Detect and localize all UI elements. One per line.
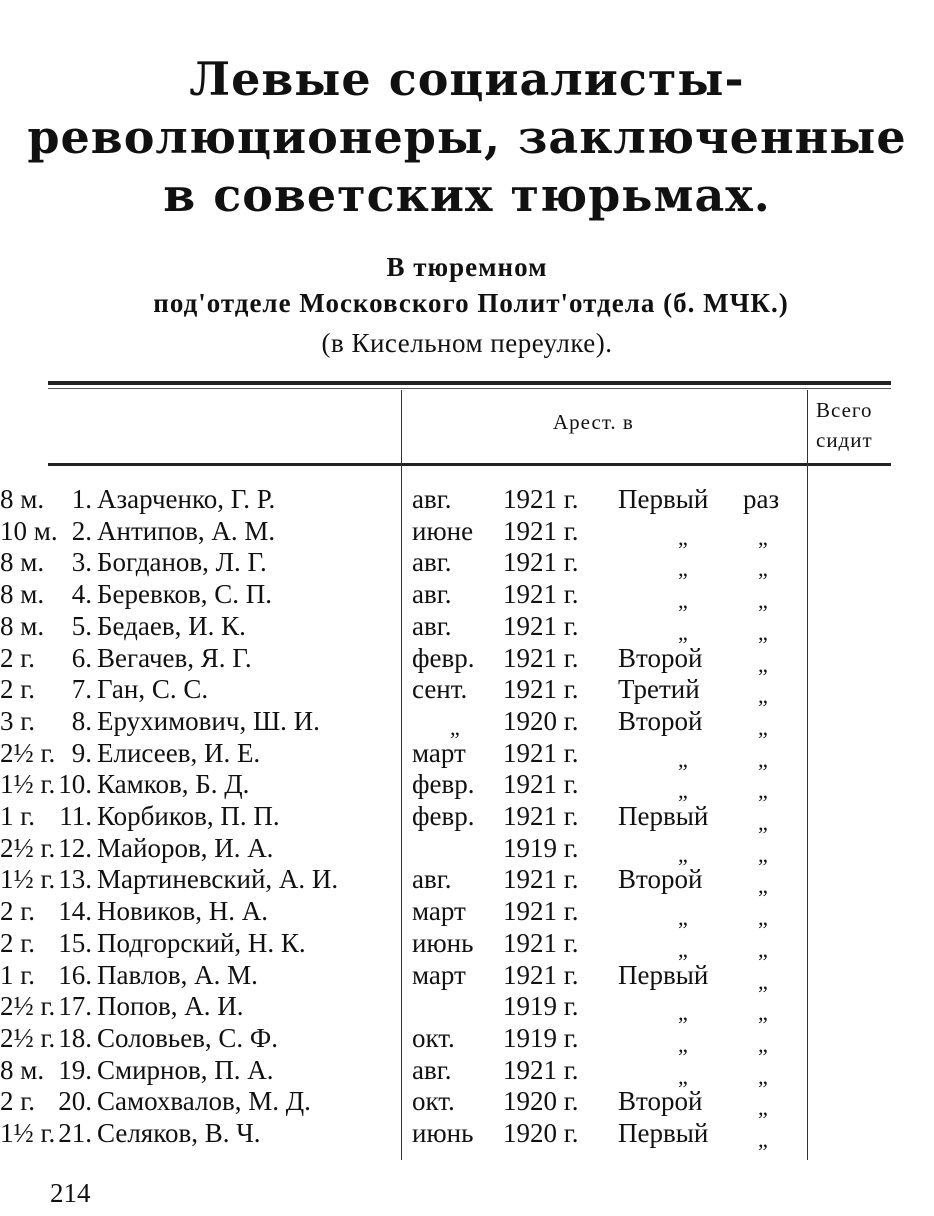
table-top-rule-thin	[48, 388, 891, 389]
arrest-month: авг.	[412, 484, 452, 514]
arrest-count: „	[678, 524, 688, 550]
table-top-rule	[48, 381, 891, 385]
table-row	[0, 706, 934, 738]
arrest-raz: „	[758, 1127, 768, 1152]
prisoner-name: Богданов, Л. Г.	[97, 547, 267, 578]
row-number: 21.	[58, 1118, 92, 1148]
table-row	[0, 579, 934, 614]
prisoner-name: Елисеев, И. Е.	[97, 737, 261, 768]
header-total-line-2: сидит	[816, 428, 873, 452]
arrest-count: „	[678, 936, 688, 962]
prisoner-name: Попов, А. И.	[97, 991, 244, 1022]
arrest-month: авг.	[412, 864, 452, 895]
prisoner-name: Бедаев, И. К.	[97, 610, 246, 641]
table-row	[0, 769, 934, 804]
arrest-raz: „	[758, 810, 768, 835]
arrest-month: „	[450, 714, 460, 740]
prisoner-name: Самохвалов, М. Д.	[97, 1086, 311, 1117]
page-title	[0, 50, 934, 224]
arrest-year: 1921 г.	[503, 959, 579, 990]
time-served: 1 г.	[0, 959, 36, 990]
arrest-year: 1921 г.	[503, 737, 579, 768]
arrest-month: июнь	[412, 927, 474, 958]
arrest-count: „	[678, 619, 688, 645]
time-served: 8 м.	[0, 610, 45, 641]
arrest-month: март	[412, 959, 466, 990]
table-row	[0, 643, 934, 675]
table-row	[0, 1023, 934, 1055]
prisoner-name: Ерухимович, Ш. И.	[97, 705, 320, 736]
arrest-count: Первый	[618, 959, 709, 990]
arrest-month: окт.	[412, 1086, 455, 1117]
row-number: 10.	[58, 769, 92, 800]
arrest-year: 1920 г.	[503, 1118, 579, 1148]
row-number: 11.	[59, 801, 92, 831]
row-number: 2.	[71, 515, 92, 546]
arrest-raz: „	[758, 714, 768, 740]
time-served: 8 м.	[0, 579, 45, 610]
time-served: 2 г.	[0, 927, 36, 958]
time-served: 10 м.	[0, 515, 58, 546]
arrest-year: 1920 г.	[503, 1086, 579, 1117]
header-arrest: Арест. в	[553, 410, 634, 434]
prisoner-name: Селяков, В. Ч.	[97, 1118, 261, 1148]
table-row	[0, 801, 934, 833]
row-number: 5.	[71, 610, 92, 641]
row-number: 12.	[58, 832, 92, 863]
arrest-year: 1921 г.	[503, 864, 579, 895]
row-number: 20.	[58, 1086, 92, 1117]
arrest-count: „	[678, 1000, 688, 1026]
row-number: 17.	[58, 991, 92, 1022]
arrest-raz: „	[758, 1095, 768, 1121]
row-number: 13.	[58, 864, 92, 895]
arrest-raz: „	[758, 746, 768, 772]
arrest-year: 1921 г.	[503, 769, 579, 800]
table-row	[0, 547, 934, 582]
arrest-raz: „	[758, 873, 768, 899]
row-number: 4.	[71, 579, 92, 610]
time-served: 3 г.	[0, 705, 36, 736]
time-served: 1 г.	[0, 801, 36, 831]
table-row	[0, 611, 934, 643]
row-number: 16.	[58, 959, 92, 990]
time-served: 2½ г.	[0, 991, 56, 1022]
time-served: 2 г.	[0, 896, 36, 927]
arrest-month: февр.	[412, 801, 475, 831]
prisoner-name: Мартиневский, А. И.	[97, 864, 339, 895]
arrest-raz: „	[758, 524, 768, 550]
arrest-month: июне	[412, 515, 474, 546]
row-number: 18.	[58, 1022, 92, 1053]
prisoner-name: Корбиков, П. П.	[97, 801, 280, 831]
row-number: 6.	[71, 642, 92, 673]
arrest-month: февр.	[412, 642, 475, 673]
title-line-1: Левые социалисты-	[189, 52, 745, 106]
arrest-month: март	[412, 896, 466, 927]
arrest-month: сент.	[412, 674, 468, 705]
time-served: 8 м.	[0, 547, 45, 578]
row-number: 15.	[58, 927, 92, 958]
row-number: 8.	[71, 705, 92, 736]
arrest-month: окт.	[412, 1022, 455, 1053]
table-row	[0, 1055, 934, 1087]
arrest-year: 1921 г.	[503, 674, 579, 705]
subtitle-line-3: (в Кисельном переулке).	[321, 328, 613, 358]
arrest-count: „	[678, 778, 688, 804]
time-served: 2½ г.	[0, 832, 56, 863]
row-number: 1.	[71, 484, 92, 514]
table-row	[0, 516, 934, 548]
arrest-year: 1919 г.	[503, 832, 579, 863]
prisoner-name: Камков, Б. Д.	[97, 769, 250, 800]
arrest-raz: „	[758, 588, 768, 614]
table-row	[0, 833, 934, 865]
arrest-count: „	[678, 556, 688, 582]
arrest-month: июнь	[412, 1118, 474, 1148]
arrest-month: март	[412, 737, 466, 768]
arrest-count: Первый	[618, 484, 709, 514]
arrest-raz: „	[758, 905, 768, 931]
arrest-count: Первый	[618, 801, 709, 831]
prisoner-name: Подгорский, Н. К.	[97, 927, 306, 958]
prisoner-name: Майоров, И. А.	[97, 832, 274, 863]
table-row	[0, 1086, 934, 1121]
table-row	[0, 1118, 934, 1150]
page-number: 214	[50, 1178, 91, 1208]
time-served: 2 г.	[0, 1086, 36, 1117]
table-row	[0, 991, 934, 1026]
prisoner-name: Антипов, А. М.	[97, 515, 276, 546]
arrest-raz: „	[758, 968, 768, 994]
prisoner-name: Ган, С. С.	[97, 674, 209, 705]
time-served: 2½ г.	[0, 737, 56, 768]
row-number: 9.	[71, 737, 92, 768]
table-row	[0, 960, 934, 992]
arrest-raz: раз	[743, 484, 780, 514]
subtitle-line-1: В тюремном	[386, 252, 548, 282]
table-row	[0, 674, 934, 709]
prisoner-name: Новиков, Н. А.	[97, 896, 268, 927]
arrest-raz: „	[758, 683, 768, 709]
time-served: 2 г.	[0, 642, 36, 673]
arrest-raz: „	[758, 651, 768, 677]
arrest-count: Второй	[618, 642, 703, 673]
arrest-raz: „	[758, 1000, 768, 1026]
arrest-year: 1919 г.	[503, 1022, 579, 1053]
arrest-count: „	[678, 1063, 688, 1089]
row-number: 7.	[71, 674, 92, 705]
arrest-count: Второй	[618, 1086, 703, 1117]
prisoner-name: Соловьев, С. Ф.	[97, 1022, 279, 1053]
subtitle-line-2: под'отделе Московского Полит'отдела (б. МЧК.)	[153, 288, 789, 318]
arrest-year: 1921 г.	[503, 927, 579, 958]
arrest-raz: „	[758, 1063, 768, 1089]
arrest-year: 1921 г.	[503, 801, 579, 831]
arrest-year: 1921 г.	[503, 579, 579, 610]
prisoner-name: Азарченко, Г. Р.	[97, 484, 276, 514]
arrest-count: Первый	[618, 1118, 709, 1148]
arrest-count: Третий	[618, 674, 700, 705]
time-served: 8 м.	[0, 1054, 45, 1085]
arrest-year: 1921 г.	[503, 515, 579, 546]
prisoner-name: Вегачев, Я. Г.	[97, 642, 252, 673]
arrest-month: авг.	[412, 1054, 452, 1085]
arrest-month: авг.	[412, 610, 452, 641]
arrest-count: „	[678, 905, 688, 931]
arrest-year: 1921 г.	[503, 610, 579, 641]
time-served: 2 г.	[0, 674, 36, 705]
prisoner-name: Беревков, С. П.	[97, 579, 272, 610]
arrest-count: Второй	[618, 864, 703, 895]
row-number: 3.	[71, 547, 92, 578]
time-served: 2½ г.	[0, 1022, 56, 1053]
arrest-year: 1919 г.	[503, 991, 579, 1022]
arrest-month: авг.	[412, 579, 452, 610]
arrest-year: 1920 г.	[503, 705, 579, 736]
table-row	[0, 864, 934, 899]
arrest-year: 1921 г.	[503, 896, 579, 927]
arrest-year: 1921 г.	[503, 1054, 579, 1085]
arrest-count: Второй	[618, 705, 703, 736]
arrest-month: авг.	[412, 547, 452, 578]
time-served: 8 м.	[0, 484, 45, 514]
arrest-count: „	[678, 841, 688, 867]
table-row	[0, 484, 934, 516]
row-number: 14.	[58, 896, 92, 927]
table-row	[0, 928, 934, 960]
prisoner-name: Павлов, А. М.	[97, 959, 258, 990]
arrest-year: 1921 г.	[503, 547, 579, 578]
time-served: 1½ г.	[0, 769, 56, 800]
table-row	[0, 896, 934, 931]
arrest-count: „	[678, 746, 688, 772]
arrest-raz: „	[758, 619, 768, 645]
arrest-count: „	[678, 588, 688, 614]
arrest-raz: „	[758, 1031, 768, 1057]
table-row	[0, 738, 934, 770]
table-header-rule	[48, 463, 891, 466]
prisoner-name: Смирнов, П. А.	[97, 1054, 274, 1085]
arrest-raz: „	[758, 556, 768, 582]
header-total-line-1: Всего	[816, 398, 873, 422]
time-served: 1½ г.	[0, 1118, 56, 1148]
arrest-raz: „	[758, 778, 768, 804]
arrest-month: февр.	[412, 769, 475, 800]
arrest-count: „	[678, 1031, 688, 1057]
arrest-raz: „	[758, 936, 768, 962]
title-line-2: революционеры, заключенные	[27, 110, 907, 164]
arrest-year: 1921 г.	[503, 484, 579, 514]
time-served: 1½ г.	[0, 864, 56, 895]
title-line-3: в советских тюрьмах.	[163, 168, 771, 222]
arrest-raz: „	[758, 841, 768, 867]
arrest-year: 1921 г.	[503, 642, 579, 673]
row-number: 19.	[58, 1054, 92, 1085]
